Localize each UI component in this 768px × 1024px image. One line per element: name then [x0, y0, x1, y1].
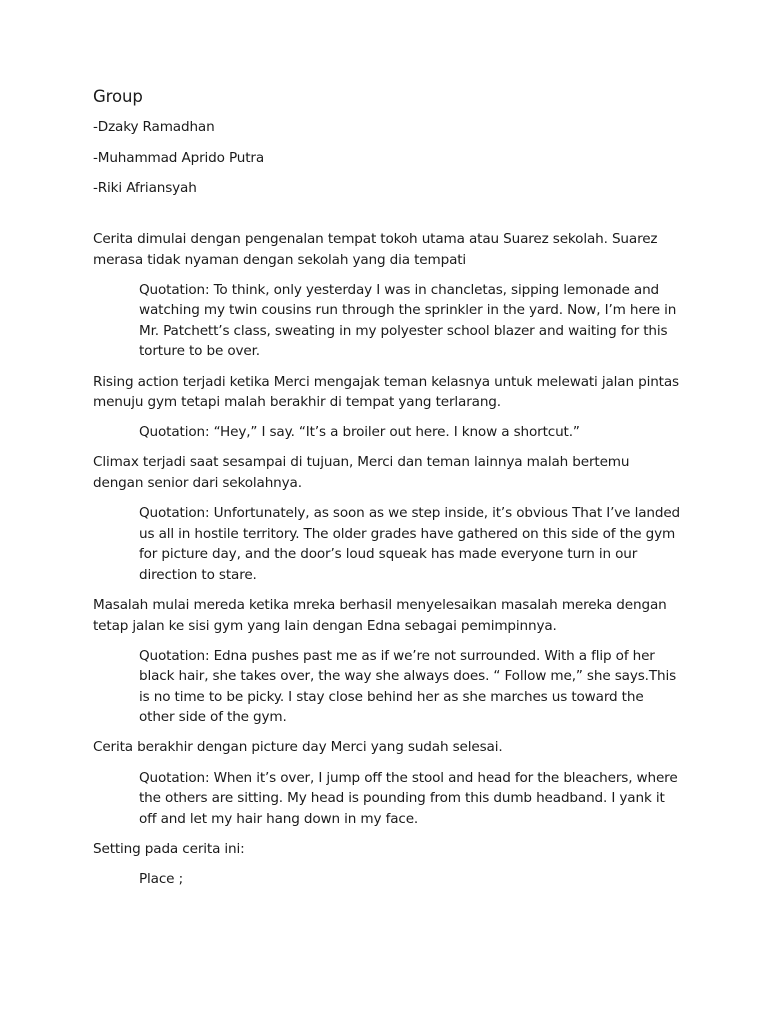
summary-paragraph-rising-action: Rising action terjadi ketika Merci mengajak teman kelasnya untuk melewati jalan pintas menuju gym tetapi malah berakhir di tempat yang terlarang.: [93, 373, 679, 411]
setting-place-label: Place ;: [139, 870, 183, 887]
member-item: -Muhammad Aprido Putra: [93, 149, 265, 166]
quotation-paragraph: Quotation: To think, only yesterday I was in chancletas, sipping lemonade and watching my twin cousins run through the sprinkler in the yard. Now, I’m here in Mr. Patchett’s class, sweating in my polyester school blazer and waiting for this torture to be over.: [139, 281, 677, 360]
group-heading: Group: [93, 87, 143, 106]
quotation-paragraph: Quotation: “Hey,” I say. “It’s a broiler out here. I know a shortcut.”: [139, 424, 580, 441]
quotation-paragraph: Quotation: Unfortunately, as soon as we step inside, it’s obvious That I’ve landed us all in hostile territory. The older grades have gathered on this side of the gym for picture day, and the door’s loud squeak has made everyone turn in our direction to stare.: [139, 505, 681, 583]
summary-paragraph-climax: Climax terjadi saat sesampai di tujuan, Merci dan teman lainnya malah bertemu dengan senior dari sekolahnya.: [93, 454, 630, 491]
story-analysis: [93, 229, 683, 890]
member-item: -Dzaky Ramadhan: [93, 119, 215, 135]
quotation-paragraph: Quotation: Edna pushes past me as if we’re not surrounded. With a flip of her black hair, she takes over, the way she always does. “ Follow me,” she says.This is no time to be picky. I stay close behind her as she marches us toward the other side of the gym.: [139, 647, 677, 726]
member-item: -Riki Afriansyah: [93, 180, 197, 196]
document-body: [93, 86, 683, 899]
summary-paragraph-introduction: Cerita dimulai dengan pengenalan tempat tokoh utama atau Suarez sekolah. Suarez merasa tidak nyaman dengan sekolah yang dia tempati: [93, 231, 658, 268]
summary-paragraph-resolution: Cerita berakhir dengan picture day Merci yang sudah selesai.: [93, 739, 503, 756]
member-list: [93, 117, 683, 198]
summary-paragraph-falling-action: Masalah mulai mereda ketika mreka berhasil menyelesaikan masalah mereka dengan tetap jalan ke sisi gym yang lain dengan Edna sebagai pemimpinnya.: [93, 596, 667, 634]
quotation-paragraph: Quotation: When it’s over, I jump off the stool and head for the bleachers, where the others are sitting. My head is pounding from this dumb headband. I yank it off and let my hair hang down in my face.: [139, 769, 678, 827]
setting-heading: Setting pada cerita ini:: [93, 840, 245, 857]
